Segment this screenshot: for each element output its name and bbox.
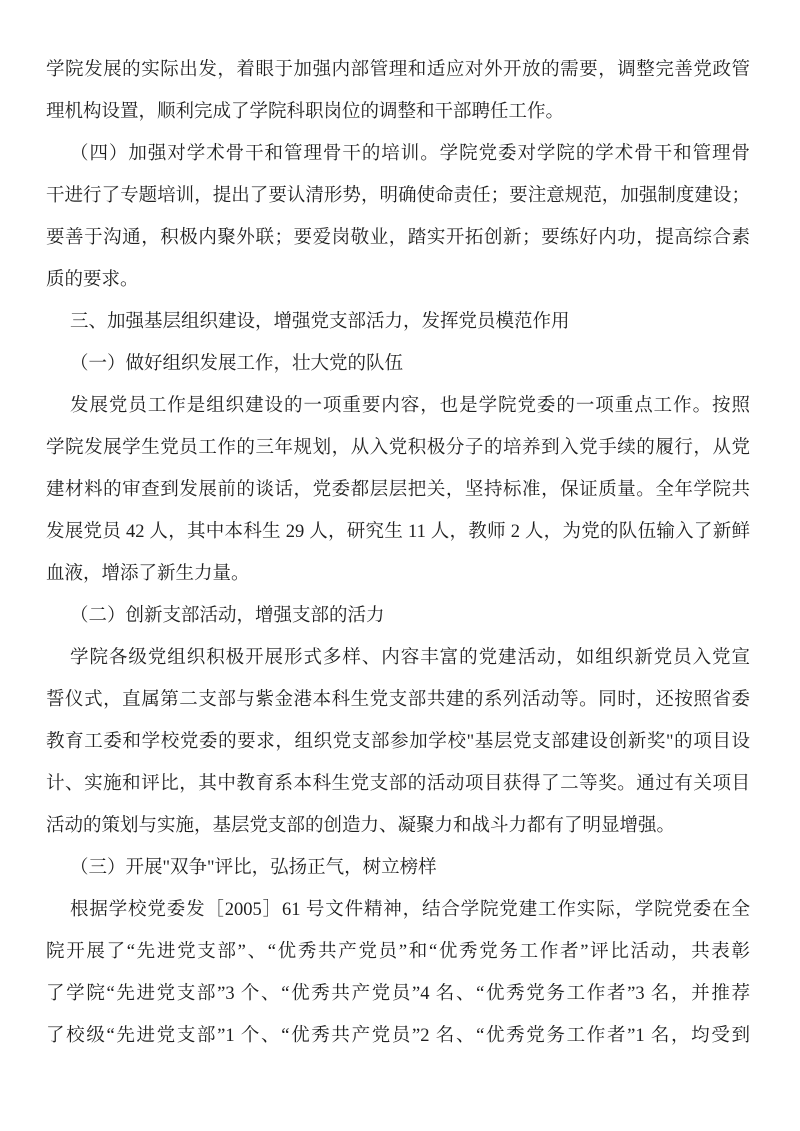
text-line: （一）做好组织发展工作，壮大党的队伍 <box>70 354 404 374</box>
subheading-1-organization-development <box>46 343 750 385</box>
document-body <box>46 49 750 1057</box>
text-line: 血液，增添了新生力量。 <box>46 564 250 584</box>
paragraph-commendation-results <box>46 889 750 1057</box>
text-line: 三、加强基层组织建设，增强党支部活力，发挥党员模范作用 <box>70 312 570 332</box>
text-line: 了校级“先进党支部”1 个、“优秀共产党员”2 名、“优秀党务工作者”1 名，均受到 <box>46 1026 750 1046</box>
text-line: 学院发展学生党员工作的三年规划，从入党积极分子的培养到入党手续的履行，从党 <box>46 438 750 458</box>
text-line: 发展党员工作是组织建设的一项重要内容，也是学院党委的一项重点工作。按照 <box>70 396 750 416</box>
text-line: （二）创新支部活动，增强支部的活力 <box>70 606 385 626</box>
text-line: （四）加强对学术骨干和管理骨干的培训。学院党委对学院的学术骨干和管理骨 <box>70 144 750 164</box>
text-line: 教育工委和学校党委的要求，组织党支部参加学校"基层党支部建设创新奖"的项目设 <box>46 732 750 752</box>
paragraph-member-development <box>46 385 750 595</box>
text-line: 理机构设置，顺利完成了学院科职岗位的调整和干部聘任工作。 <box>46 102 565 122</box>
text-line: 根据学校党委发［2005］61 号文件精神，结合学院党建工作实际，学院党委在全 <box>70 900 750 920</box>
paragraph-branch-activity-innovation <box>46 637 750 847</box>
text-line: 了学院“先进党支部”3 个、“优秀共产党员”4 名、“优秀党务工作者”3 名，并推荐 <box>46 984 750 1004</box>
heading-part3-grassroots-organization <box>46 301 750 343</box>
paragraph-section4-backbone-training <box>46 133 750 301</box>
text-line: （三）开展"双争"评比，弘扬正气，树立榜样 <box>70 858 437 878</box>
text-line: 活动的策划与实施，基层党支部的创造力、凝聚力和战斗力都有了明显增强。 <box>46 816 676 836</box>
text-line: 计、实施和评比，其中教育系本科生党支部的活动项目获得了二等奖。通过有关项目 <box>46 774 750 794</box>
paragraph-continuation-management-adjustment <box>46 49 750 133</box>
text-line: 干进行了专题培训，提出了要认清形势，明确使命责任；要注意规范，加强制度建设； <box>46 186 750 206</box>
text-line: 建材料的审查到发展前的谈话，党委都层层把关，坚持标准，保证质量。全年学院共 <box>46 480 750 500</box>
subheading-3-shuangzheng-appraisal <box>46 847 750 889</box>
text-line: 要善于沟通，积极内聚外联；要爱岗敬业，踏实开拓创新；要练好内功，提高综合素 <box>46 228 750 248</box>
text-line: 学院各级党组织积极开展形式多样、内容丰富的党建活动，如组织新党员入党宣 <box>70 648 750 668</box>
text-line: 发展党员 42 人，其中本科生 29 人，研究生 11 人，教师 2 人，为党的队伍输入了新鲜 <box>46 522 750 542</box>
text-line: 院开展了“先进党支部”、“优秀共产党员”和“优秀党务工作者”评比活动，共表彰 <box>46 942 750 962</box>
text-line: 学院发展的实际出发，着眼于加强内部管理和适应对外开放的需要，调整完善党政管 <box>46 60 750 80</box>
text-line: 质的要求。 <box>46 270 139 290</box>
text-line: 誓仪式，直属第二支部与紫金港本科生党支部共建的系列活动等。同时，还按照省委 <box>46 690 750 710</box>
subheading-2-branch-activities <box>46 595 750 637</box>
